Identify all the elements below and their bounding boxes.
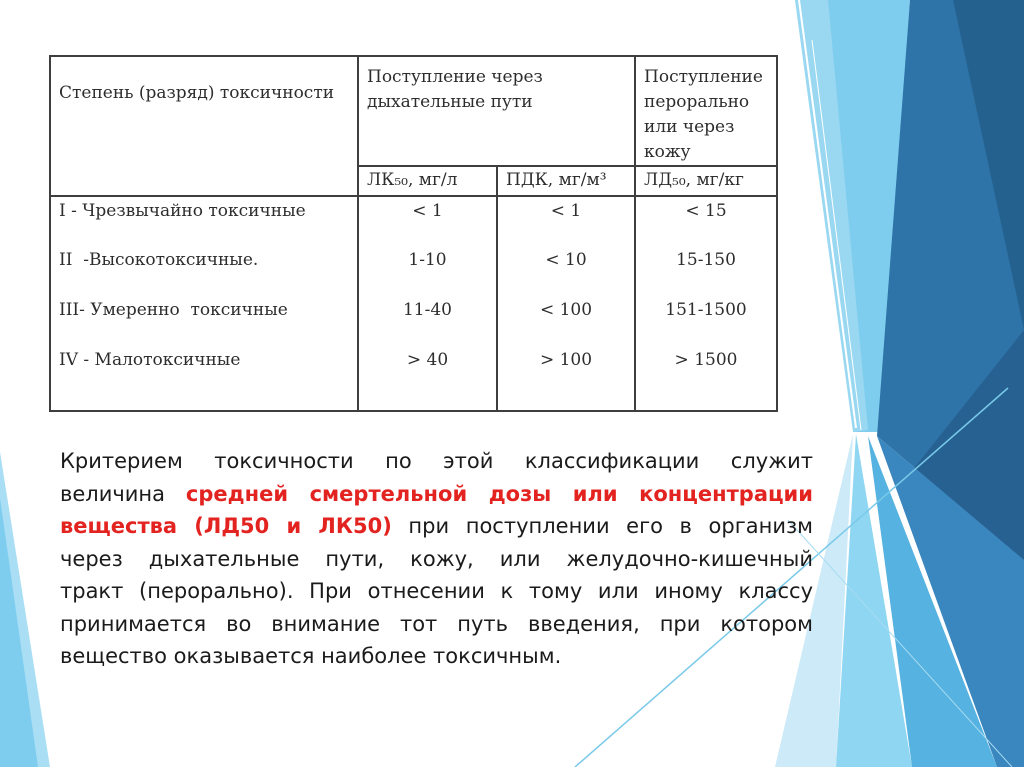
cell-ld50: < 15 [635,196,777,246]
table-spacer-row [50,396,777,411]
table-row [50,196,777,246]
paragraph-line [60,510,813,543]
paragraph-text: при поступлении его в организм [391,514,813,538]
cell-lk50: > 40 [358,346,497,396]
cell-pdk: < 1 [497,196,635,246]
cell-lk50: 1-10 [358,246,497,296]
paragraph-line [60,478,813,511]
paragraph-text: принимается во внимание тот путь введения, при котором [60,611,813,636]
cell-lk50: 11-40 [358,296,497,346]
toxicity-table [49,55,778,412]
cell-degree: I - Чрезвычайно токсичные [50,196,358,246]
header-row [50,56,777,166]
cell-ld50: 15-150 [635,246,777,296]
header-degree: Степень (разряд) токсичности [50,56,358,196]
spacer-cell [497,396,635,411]
cell-degree: IV - Малотоксичные [50,346,358,396]
paragraph-line [60,445,813,478]
paragraph-line [60,608,813,641]
cell-pdk: > 100 [497,346,635,396]
cell-lk50: < 1 [358,196,497,246]
paragraph-text: величина [60,481,186,506]
cell-ld50: > 1500 [635,346,777,396]
paragraph-line [60,543,813,576]
subheader-lk50: ЛК₅₀, мг/л [358,166,497,196]
cell-ld50: 151-1500 [635,296,777,346]
cell-pdk: < 10 [497,246,635,296]
spacer-cell [50,396,358,411]
paragraph-text: тракт (перорально). При отнесении к тому или иному классу [60,579,813,603]
table-row [50,346,777,396]
paragraph-line [60,575,813,608]
spacer-cell [358,396,497,411]
table-row [50,246,777,296]
highlight-red-text: вещества (ЛД50 и ЛК50) [60,514,392,538]
body-text [60,445,813,673]
cell-degree: II -Высокотоксичные. [50,246,358,296]
subheader-ld50: ЛД₅₀, мг/кг [635,166,777,196]
subheader-pdk: ПДК, мг/м³ [497,166,635,196]
spacer-cell [635,396,777,411]
highlight-red-text: средней смертельной дозы или концентрации [185,481,813,506]
paragraph-line [60,640,813,673]
table-body [50,196,777,411]
header-inhalation: Поступление через дыхательные пути [358,56,635,166]
table-row [50,296,777,346]
paragraph-text: Критерием токсичности по этой классификации служит [60,449,813,473]
cell-degree: III- Умеренно токсичные [50,296,358,346]
paragraph-text: через дыхательные пути, кожу, или желудочно-кишечный [60,546,813,571]
header-oral: Поступление перорально или через кожу [635,56,777,166]
paragraph-text: вещество оказывается наиболее токсичным. [60,644,562,668]
cell-pdk: < 100 [497,296,635,346]
